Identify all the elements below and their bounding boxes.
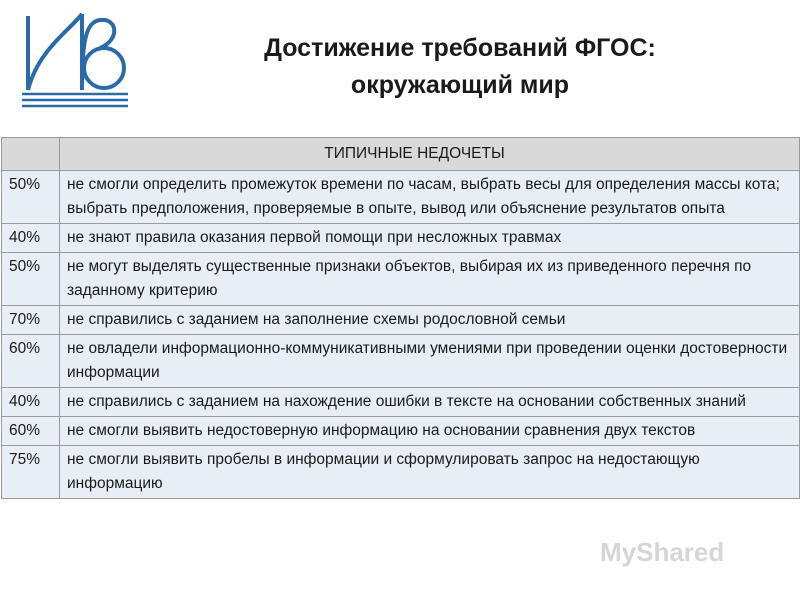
ipo-logo	[20, 10, 132, 114]
percent-cell: 40%	[2, 388, 60, 417]
table-row	[2, 306, 800, 335]
percent-cell: 50%	[2, 253, 60, 306]
percent-cell: 60%	[2, 417, 60, 446]
requirements-table	[1, 137, 800, 499]
table-header-empty-cell	[2, 138, 60, 171]
watermark	[600, 537, 770, 577]
table-row	[2, 335, 800, 388]
description-cell: не смогли выявить недостоверную информацию на основании сравнения двух текстов	[60, 417, 800, 446]
description-cell: не могут выделять существенные признаки объектов, выбирая их из приведенного перечня по заданному критерию	[60, 253, 800, 306]
title-line-2: окружающий мир	[350, 71, 570, 99]
table-header-row	[2, 138, 800, 171]
description-cell: не справились с заданием на нахождение ошибки в тексте на основании собственных знаний	[60, 388, 800, 417]
table-row	[2, 446, 800, 499]
page-title	[150, 30, 770, 104]
percent-cell: 50%	[2, 171, 60, 224]
percent-cell: 70%	[2, 306, 60, 335]
description-cell: не смогли определить промежуток времени по часам, выбрать весы для определения массы кота; выбрать предположения, проверяемые в опыте, вывод или объяснение результатов опыта	[60, 171, 800, 224]
table-row	[2, 417, 800, 446]
description-cell: не знают правила оказания первой помощи при несложных травмах	[60, 224, 800, 253]
table-header-label: ТИПИЧНЫЕ НЕДОЧЕТЫ	[60, 138, 800, 171]
table-row	[2, 253, 800, 306]
title-line-1: Достижение требований ФГОС:	[264, 34, 656, 62]
percent-cell: 40%	[2, 224, 60, 253]
percent-cell: 75%	[2, 446, 60, 499]
description-cell: не смогли выявить пробелы в информации и сформулировать запрос на недостающую информацию	[60, 446, 800, 499]
table-row	[2, 224, 800, 253]
description-cell: не справились с заданием на заполнение схемы родословной семьи	[60, 306, 800, 335]
percent-cell: 60%	[2, 335, 60, 388]
description-cell: не овладели информационно-коммуникативными умениями при проведении оценки достоверности информации	[60, 335, 800, 388]
watermark-text: MyShared	[600, 537, 725, 567]
table-row	[2, 388, 800, 417]
table-row	[2, 171, 800, 224]
